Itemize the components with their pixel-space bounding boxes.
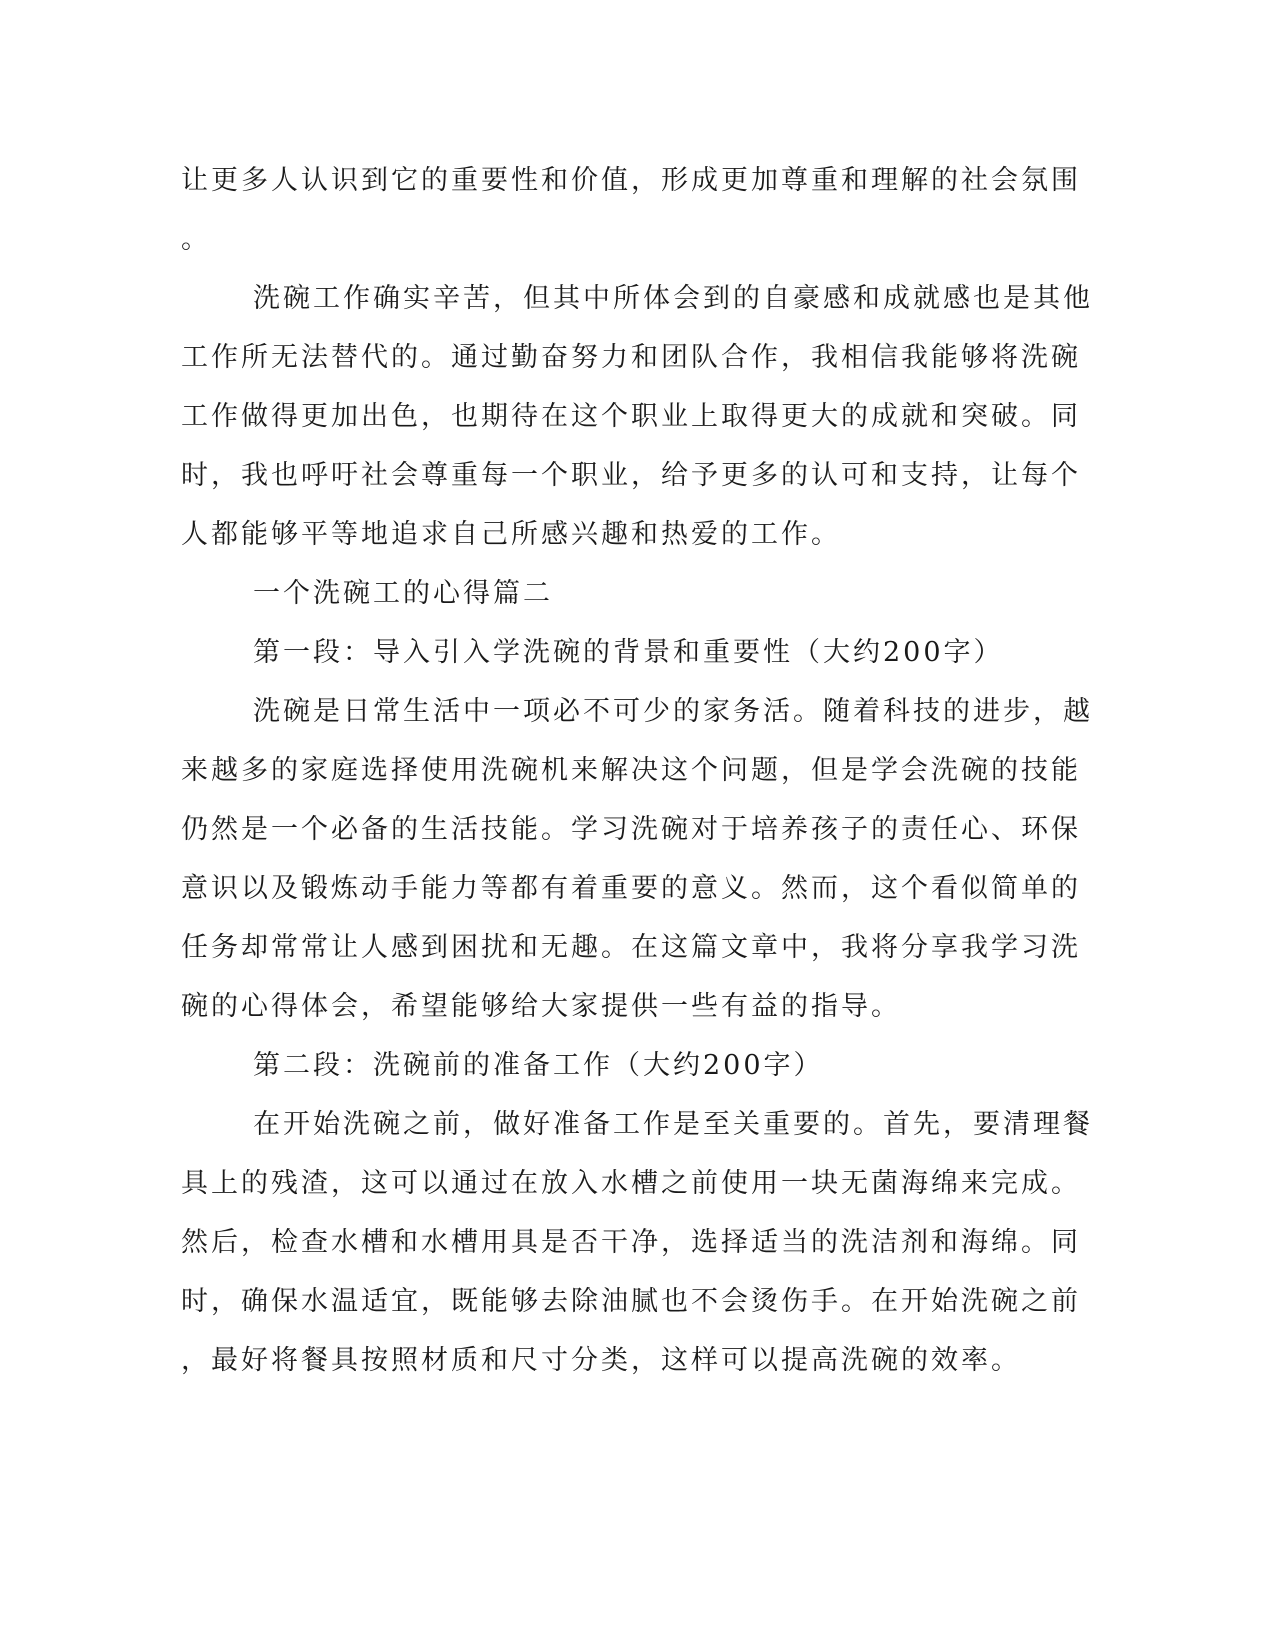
text-line: 工作做得更加出色，也期待在这个职业上取得更大的成就和突破。同 (181, 401, 1081, 432)
text-line: 在开始洗碗之前，做好准备工作是至关重要的。首先，要清理餐 (253, 1109, 1093, 1140)
text-line: ，最好将餐具按照材质和尺寸分类，这样可以提高洗碗的效率。 (181, 1345, 1021, 1376)
text-line: 意识以及锻炼动手能力等都有着重要的意义。然而，这个看似简单的 (181, 873, 1081, 904)
text-line: 时，确保水温适宜，既能够去除油腻也不会烫伤手。在开始洗碗之前 (181, 1286, 1081, 1317)
text-line: 任务却常常让人感到困扰和无趣。在这篇文章中，我将分享我学习洗 (181, 932, 1081, 963)
text-line: 洗碗工作确实辛苦，但其中所体会到的自豪感和成就感也是其他 (253, 283, 1093, 314)
text-line: 。 (181, 224, 211, 255)
section-heading: 一个洗碗工的心得篇二 (253, 578, 553, 609)
text-line: 仍然是一个必备的生活技能。学习洗碗对于培养孩子的责任心、环保 (181, 814, 1081, 845)
text-line: 具上的残渣，这可以通过在放入水槽之前使用一块无菌海绵来完成。 (181, 1168, 1081, 1199)
paragraph-heading: 第二段：洗碗前的准备工作（大约200字） (253, 1050, 824, 1081)
text-line: 来越多的家庭选择使用洗碗机来解决这个问题，但是学会洗碗的技能 (181, 755, 1081, 786)
text-line: 然后，检查水槽和水槽用具是否干净，选择适当的洗洁剂和海绵。同 (181, 1227, 1081, 1258)
text-line: 工作所无法替代的。通过勤奋努力和团队合作，我相信我能够将洗碗 (181, 342, 1081, 373)
text-line: 让更多人认识到它的重要性和价值，形成更加尊重和理解的社会氛围 (181, 165, 1081, 196)
text-line: 碗的心得体会，希望能够给大家提供一些有益的指导。 (181, 991, 901, 1022)
text-line: 洗碗是日常生活中一项必不可少的家务活。随着科技的进步，越 (253, 696, 1093, 727)
paragraph-heading: 第一段：导入引入学洗碗的背景和重要性（大约200字） (253, 637, 1004, 668)
text-line: 时，我也呼吁社会尊重每一个职业，给予更多的认可和支持，让每个 (181, 460, 1081, 491)
text-line: 人都能够平等地追求自己所感兴趣和热爱的工作。 (181, 519, 841, 550)
